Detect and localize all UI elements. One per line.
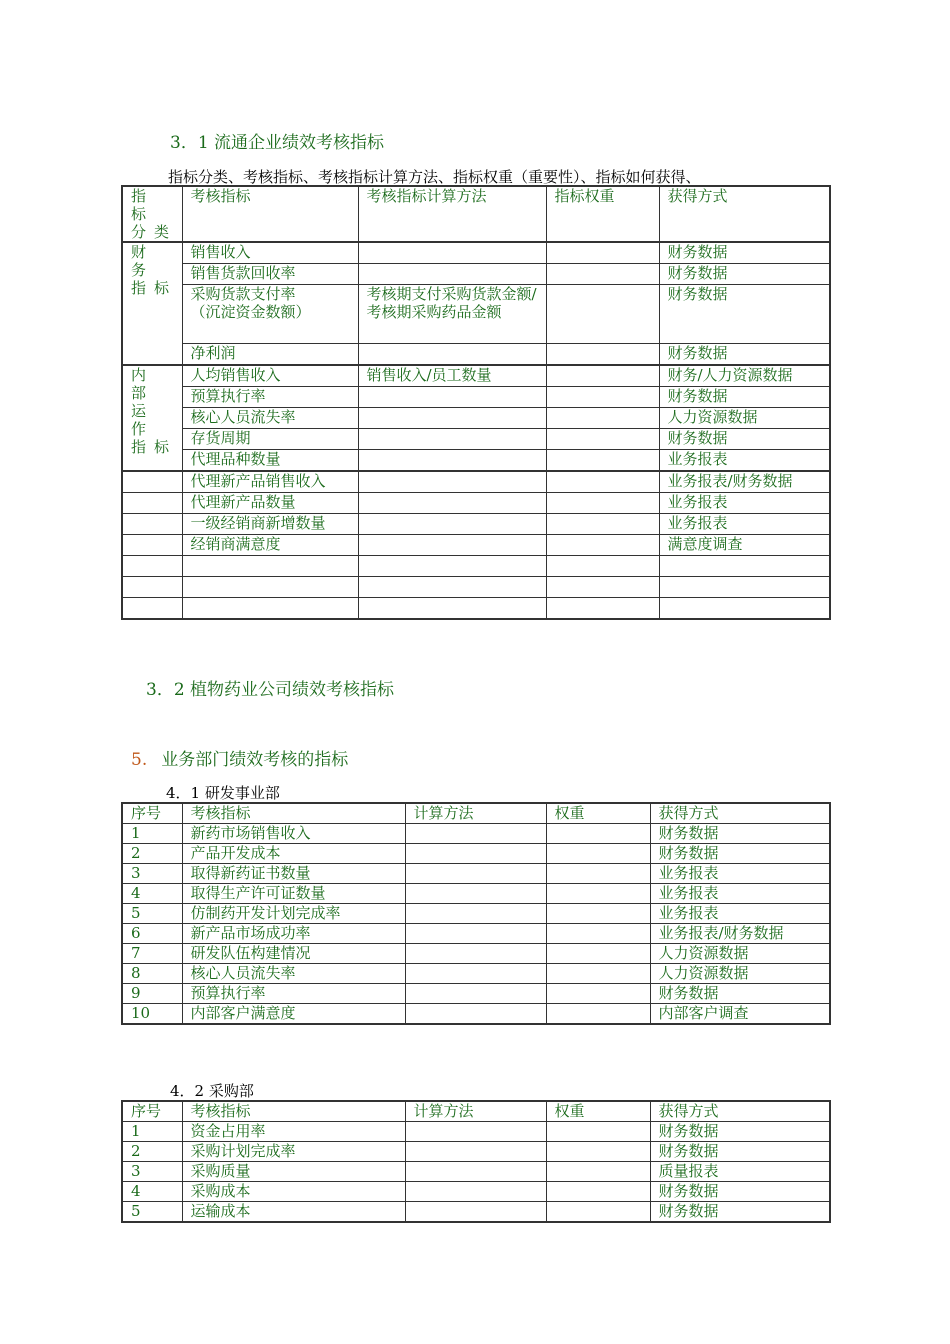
weight-cell <box>546 429 659 450</box>
table-cell <box>405 984 546 1004</box>
table-cell <box>546 864 650 884</box>
weight-cell <box>546 408 659 429</box>
table-row <box>122 1202 830 1223</box>
header-weight: 指标权重 <box>546 186 659 242</box>
weight-cell <box>546 387 659 408</box>
table-cell: 1 <box>122 1122 182 1142</box>
table-cell: 仿制药开发计划完成率 <box>182 904 405 924</box>
table-header-row <box>122 1101 830 1122</box>
table-cell <box>546 964 650 984</box>
source-cell: 业务报表/财务数据 <box>659 471 830 493</box>
metric-cell: 销售货款回收率 <box>182 264 358 285</box>
table-cell <box>405 824 546 844</box>
table-row <box>122 924 830 944</box>
table-cell: 预算执行率 <box>182 984 405 1004</box>
table-cell: 9 <box>122 984 182 1004</box>
source-cell: 财务数据 <box>659 387 830 408</box>
weight-cell <box>546 365 659 387</box>
header-weight: 权重 <box>546 1101 650 1122</box>
table-cell: 10 <box>122 1004 182 1025</box>
header-metric: 考核指标 <box>182 186 358 242</box>
table-row-empty <box>122 598 830 620</box>
metric-cell: 核心人员流失率 <box>182 408 358 429</box>
table-cell: 业务报表 <box>650 904 830 924</box>
table-cell <box>546 1202 650 1223</box>
method-cell <box>358 450 546 472</box>
metric-cell: 代理新产品销售收入 <box>182 471 358 493</box>
method-cell <box>358 408 546 429</box>
table-cell: 研发队伍构建情况 <box>182 944 405 964</box>
table-cell: 核心人员流失率 <box>182 964 405 984</box>
table-cell: 财务数据 <box>650 1182 830 1202</box>
table-cell: 业务报表 <box>650 864 830 884</box>
table-cell <box>659 577 830 598</box>
metric-cell: 采购货款支付率（沉淀资金数额） <box>182 285 358 344</box>
table-row <box>122 1142 830 1162</box>
section-heading-3-1: 3．1 流通企业绩效考核指标 <box>170 133 385 153</box>
section-title: 业务部门绩效考核的指标 <box>161 750 349 770</box>
header-metric: 考核指标 <box>182 803 405 824</box>
table-cell: 内部客户调查 <box>650 1004 830 1025</box>
method-cell <box>358 264 546 285</box>
source-cell: 财务/人力资源数据 <box>659 365 830 387</box>
table-row <box>122 824 830 844</box>
category-internal: 内 部 运 作 指标 <box>122 365 182 471</box>
table-cell <box>405 964 546 984</box>
section-heading-3-2: 3．2 植物药业公司绩效考核指标 <box>146 680 395 700</box>
table-cell <box>122 598 182 620</box>
table-row <box>122 1122 830 1142</box>
table-cell <box>182 556 358 577</box>
table-cell: 质量报表 <box>650 1162 830 1182</box>
table-cell: 产品开发成本 <box>182 844 405 864</box>
table-row <box>122 387 830 408</box>
table-row <box>122 264 830 285</box>
table-cell <box>546 1182 650 1202</box>
table-row <box>122 984 830 1004</box>
table-row-empty <box>122 556 830 577</box>
table-cell <box>358 598 546 620</box>
weight-cell <box>546 285 659 344</box>
method-cell: 考核期支付采购货款金额/考核期采购药品金额 <box>358 285 546 344</box>
table-cell <box>405 1202 546 1223</box>
source-cell: 满意度调查 <box>659 535 830 556</box>
table-cell: 2 <box>122 844 182 864</box>
table-cell: 1 <box>122 824 182 844</box>
table-cell: 财务数据 <box>650 824 830 844</box>
method-cell <box>358 387 546 408</box>
table-cell: 内部客户满意度 <box>182 1004 405 1025</box>
table-cell <box>546 598 659 620</box>
method-cell <box>358 242 546 264</box>
category-cell <box>122 535 182 556</box>
header-source: 获得方式 <box>650 1101 830 1122</box>
table-cell: 取得新药证书数量 <box>182 864 405 884</box>
table-row <box>122 365 830 387</box>
table-cell: 资金占用率 <box>182 1122 405 1142</box>
table-cell <box>405 1122 546 1142</box>
header-method: 计算方法 <box>405 1101 546 1122</box>
table-cell: 业务报表 <box>650 884 830 904</box>
table-cell: 6 <box>122 924 182 944</box>
table-row <box>122 344 830 366</box>
table-cell <box>546 1162 650 1182</box>
table-cell <box>405 1182 546 1202</box>
metric-cell: 人均销售收入 <box>182 365 358 387</box>
table-header-row <box>122 803 830 824</box>
table-cell <box>546 884 650 904</box>
table-cell: 5 <box>122 1202 182 1223</box>
table-cell <box>122 577 182 598</box>
purchasing-department-table <box>121 1100 831 1223</box>
table-row <box>122 514 830 535</box>
table-row <box>122 964 830 984</box>
table-cell <box>358 556 546 577</box>
table-cell <box>358 577 546 598</box>
header-metric: 考核指标 <box>182 1101 405 1122</box>
table-row <box>122 1004 830 1025</box>
weight-cell <box>546 514 659 535</box>
header-source: 获得方式 <box>659 186 830 242</box>
weight-cell <box>546 344 659 366</box>
table-cell <box>546 577 659 598</box>
table-cell <box>405 1142 546 1162</box>
table-cell <box>405 944 546 964</box>
source-cell: 人力资源数据 <box>659 408 830 429</box>
table-cell: 3 <box>122 1162 182 1182</box>
table-cell: 8 <box>122 964 182 984</box>
section-heading-4-2: 4．2 采购部 <box>170 1082 254 1100</box>
source-cell: 财务数据 <box>659 285 830 344</box>
weight-cell <box>546 242 659 264</box>
section-heading-4-1: 4．1 研发事业部 <box>166 784 280 802</box>
header-weight: 权重 <box>546 803 650 824</box>
source-cell: 财务数据 <box>659 429 830 450</box>
table-cell: 新药市场销售收入 <box>182 824 405 844</box>
source-cell: 业务报表 <box>659 450 830 472</box>
method-cell <box>358 344 546 366</box>
table-row <box>122 864 830 884</box>
table-cell: 5 <box>122 904 182 924</box>
table-row <box>122 1182 830 1202</box>
weight-cell <box>546 535 659 556</box>
metric-cell: 净利润 <box>182 344 358 366</box>
table-row <box>122 493 830 514</box>
category-cell <box>122 493 182 514</box>
source-cell: 财务数据 <box>659 242 830 264</box>
table-row <box>122 285 830 344</box>
metric-cell: 预算执行率 <box>182 387 358 408</box>
table-cell <box>405 1162 546 1182</box>
table-cell <box>546 904 650 924</box>
table-cell <box>546 1004 650 1025</box>
category-finance: 财 务 指标 <box>122 242 182 365</box>
table-cell <box>546 1142 650 1162</box>
header-category: 指 标 分类 <box>122 186 182 242</box>
header-no: 序号 <box>122 1101 182 1122</box>
table-row <box>122 450 830 472</box>
table-cell: 运输成本 <box>182 1202 405 1223</box>
table-cell <box>546 824 650 844</box>
table-cell <box>182 598 358 620</box>
table-cell <box>546 924 650 944</box>
table-cell <box>122 556 182 577</box>
method-cell <box>358 535 546 556</box>
table-cell <box>546 1122 650 1142</box>
table-cell: 财务数据 <box>650 1202 830 1223</box>
table-cell: 7 <box>122 944 182 964</box>
method-cell: 销售收入/员工数量 <box>358 365 546 387</box>
metric-cell: 代理新产品数量 <box>182 493 358 514</box>
table-cell: 财务数据 <box>650 984 830 1004</box>
weight-cell <box>546 471 659 493</box>
method-cell <box>358 493 546 514</box>
table-row <box>122 535 830 556</box>
table-row <box>122 1162 830 1182</box>
table-cell: 新产品市场成功率 <box>182 924 405 944</box>
table-cell <box>546 844 650 864</box>
table-cell: 取得生产许可证数量 <box>182 884 405 904</box>
header-no: 序号 <box>122 803 182 824</box>
table-cell <box>405 1004 546 1025</box>
table-cell <box>405 864 546 884</box>
weight-cell <box>546 493 659 514</box>
weight-cell <box>546 450 659 472</box>
table-cell <box>405 904 546 924</box>
source-cell: 业务报表 <box>659 493 830 514</box>
table-cell: 业务报表/财务数据 <box>650 924 830 944</box>
table-cell: 采购计划完成率 <box>182 1142 405 1162</box>
table-cell: 人力资源数据 <box>650 944 830 964</box>
table-cell <box>405 844 546 864</box>
table-row <box>122 884 830 904</box>
table-cell: 财务数据 <box>650 1122 830 1142</box>
table-cell: 4 <box>122 1182 182 1202</box>
table-cell <box>659 598 830 620</box>
metric-cell: 一级经销商新增数量 <box>182 514 358 535</box>
table-cell: 4 <box>122 884 182 904</box>
table-cell <box>659 556 830 577</box>
table-cell: 财务数据 <box>650 844 830 864</box>
method-cell <box>358 429 546 450</box>
table-cell: 2 <box>122 1142 182 1162</box>
header-method: 计算方法 <box>405 803 546 824</box>
table-row <box>122 471 830 493</box>
performance-table-3-1 <box>121 185 831 620</box>
table-cell <box>405 884 546 904</box>
metric-cell: 经销商满意度 <box>182 535 358 556</box>
method-cell <box>358 471 546 493</box>
metric-cell: 代理品种数量 <box>182 450 358 472</box>
table-cell <box>546 984 650 1004</box>
table-cell: 采购质量 <box>182 1162 405 1182</box>
table-header-row <box>122 186 830 242</box>
metric-cell: 存货周期 <box>182 429 358 450</box>
table-row <box>122 844 830 864</box>
table-cell <box>405 924 546 944</box>
category-cell <box>122 471 182 493</box>
table-cell: 采购成本 <box>182 1182 405 1202</box>
table-row <box>122 944 830 964</box>
table-row <box>122 408 830 429</box>
rd-department-table <box>121 802 831 1025</box>
source-cell: 财务数据 <box>659 264 830 285</box>
header-source: 获得方式 <box>650 803 830 824</box>
table-cell <box>546 944 650 964</box>
section-number: 5. <box>131 750 148 770</box>
table-cell <box>546 556 659 577</box>
table-row-empty <box>122 577 830 598</box>
table-row <box>122 242 830 264</box>
header-method: 考核指标计算方法 <box>358 186 546 242</box>
source-cell: 财务数据 <box>659 344 830 366</box>
table-cell: 人力资源数据 <box>650 964 830 984</box>
table-cell <box>182 577 358 598</box>
source-cell: 业务报表 <box>659 514 830 535</box>
section-heading-5 <box>131 745 348 770</box>
table-row <box>122 904 830 924</box>
category-cell <box>122 514 182 535</box>
method-cell <box>358 514 546 535</box>
metric-cell: 销售收入 <box>182 242 358 264</box>
table-cell: 财务数据 <box>650 1142 830 1162</box>
table-row <box>122 429 830 450</box>
section-intro: 指标分类、考核指标、考核指标计算方法、指标权重（重要性）、指标如何获得、 <box>168 168 701 186</box>
weight-cell <box>546 264 659 285</box>
table-cell: 3 <box>122 864 182 884</box>
